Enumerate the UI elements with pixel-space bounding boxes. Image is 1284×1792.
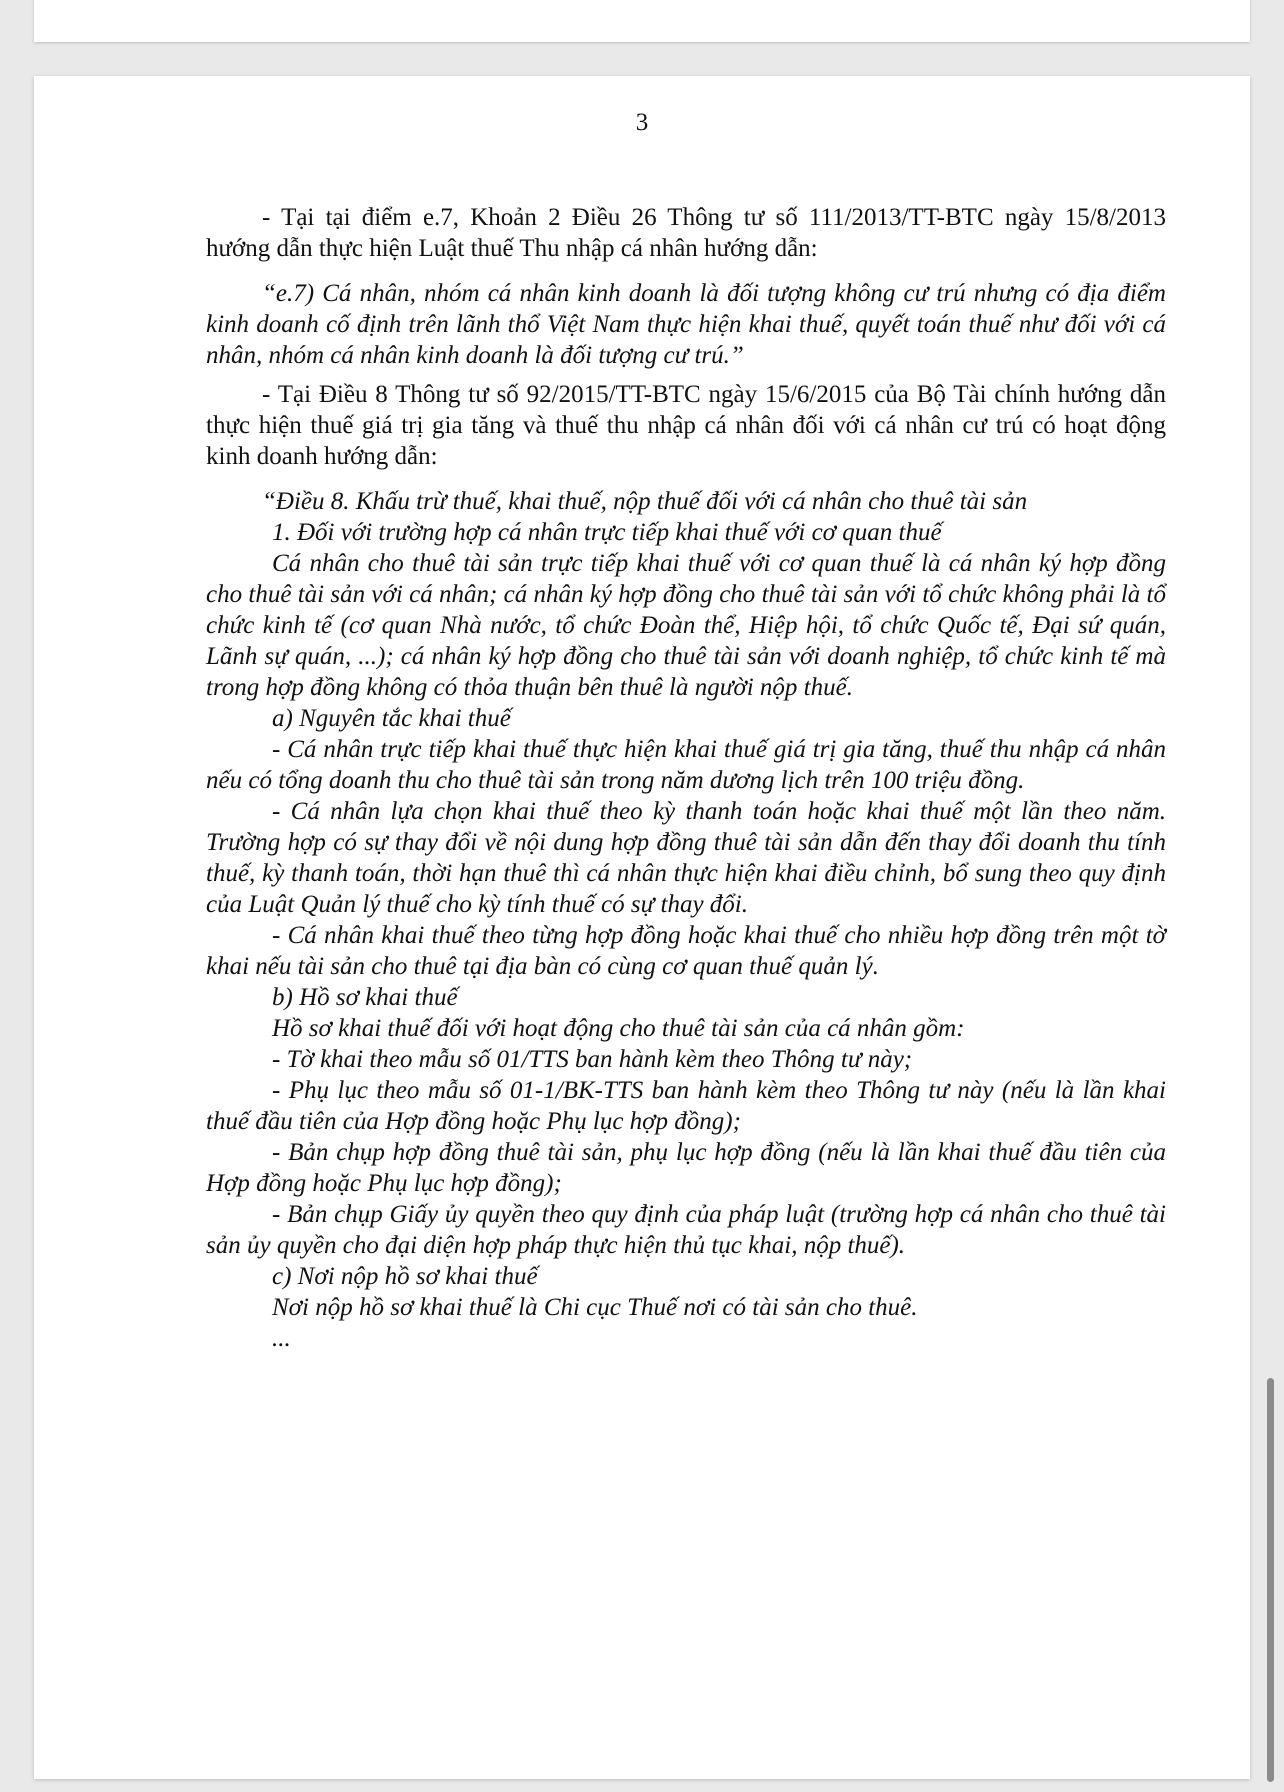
article-8-heading: “Điều 8. Khấu trừ thuế, khai thuế, nộp thuế đối với cá nhân cho thuê tài sản — [262, 488, 1028, 515]
section-b-item-1: - Tờ khai theo mẫu số 01/TTS ban hành kèm theo Thông tư này; — [272, 1046, 913, 1073]
section-b-item-2: - Phụ lục theo mẫu số 01-1/BK-TTS ban hành kèm theo Thông tư này (nếu là lần khai thuế đầu tiên của Hợp đồng hoặc Phụ lục hợp đồng); — [206, 1077, 1166, 1135]
section-a-item-2: - Cá nhân lựa chọn khai thuế theo kỳ thanh toán hoặc khai thuế một lần theo năm. Trường hợp có sự thay đổi về nội dung hợp đồng thuê tài sản dẫn đến thay đổi doanh thu tính thuế, kỳ thanh toán, thời hạn thuê thì cá nhân thực hiện khai điều chỉnh, bổ sung theo quy định của Luật Quản lý thuế cho kỳ tính thuế có sự thay đổi. — [206, 798, 1166, 918]
clause-1-text: Cá nhân cho thuê tài sản trực tiếp khai thuế với cơ quan thuế là cá nhân ký hợp đồng cho thuê tài sản với cá nhân; cá nhân ký hợp đồng cho thuê tài sản với tổ chức không phải là tổ chức kinh tế (cơ quan Nhà nước, tổ chức Đoàn thể, Hiệp hội, tổ chức Quốc tế, Đại sứ quán, Lãnh sự quán, ...); cá nhân ký hợp đồng cho thuê tài sản với doanh nghiệp, tổ chức kinh tế mà trong hợp đồng không có thỏa thuận bên thuê là người nộp thuế. — [206, 550, 1166, 701]
previous-page — [34, 0, 1250, 42]
page-number: 3 — [635, 109, 649, 136]
scrollbar-thumb[interactable] — [1267, 1378, 1274, 1782]
section-c-text: Nơi nộp hồ sơ khai thuế là Chi cục Thuế nơi có tài sản cho thuê. — [272, 1294, 918, 1321]
section-b-item-3: - Bản chụp hợp đồng thuê tài sản, phụ lục hợp đồng (nếu là lần khai thuế đầu tiên của Hợp đồng hoặc Phụ lục hợp đồng); — [206, 1139, 1166, 1197]
section-b-item-4: - Bản chụp Giấy ủy quyền theo quy định của pháp luật (trường hợp cá nhân cho thuê tài sản ủy quyền cho đại diện hợp pháp thực hiện thủ tục khai, nộp thuế). — [206, 1201, 1166, 1259]
section-c-heading: c) Nơi nộp hồ sơ khai thuế — [272, 1263, 538, 1290]
paragraph-ref-92: - Tại Điều 8 Thông tư số 92/2015/TT-BTC ngày 15/6/2015 của Bộ Tài chính hướng dẫn thực hiện thuế giá trị gia tăng và thuế thu nhập cá nhân đối với cá nhân cư trú có hoạt động kinh doanh hướng dẫn: — [206, 381, 1166, 470]
page-body — [206, 202, 1166, 1354]
clause-1-heading: 1. Đối với trường hợp cá nhân trực tiếp khai thuế với cơ quan thuế — [272, 519, 942, 546]
document-page — [34, 76, 1250, 1779]
ellipsis: ... — [272, 1325, 291, 1352]
section-a-item-1: - Cá nhân trực tiếp khai thuế thực hiện khai thuế giá trị gia tăng, thuế thu nhập cá nhân nếu có tổng doanh thu cho thuê tài sản trong năm dương lịch trên 100 triệu đồng. — [206, 736, 1166, 794]
section-a-heading: a) Nguyên tắc khai thuế — [272, 705, 511, 732]
section-b-intro: Hồ sơ khai thuế đối với hoạt động cho thuê tài sản của cá nhân gồm: — [272, 1015, 965, 1042]
section-b-heading: b) Hồ sơ khai thuế — [272, 984, 458, 1011]
section-a-item-3: - Cá nhân khai thuế theo từng hợp đồng hoặc khai thuế cho nhiều hợp đồng trên một tờ khai nếu tài sản cho thuê tại địa bàn có cùng cơ quan thuế quản lý. — [206, 922, 1166, 980]
paragraph-ref-111: - Tại tại điểm e.7, Khoản 2 Điều 26 Thông tư số 111/2013/TT-BTC ngày 15/8/2013 hướng dẫn thực hiện Luật thuế Thu nhập cá nhân hướng dẫn: — [206, 204, 1166, 262]
quote-e7: “e.7) Cá nhân, nhóm cá nhân kinh doanh là đối tượng không cư trú nhưng có địa điểm kinh doanh cố định trên lãnh thổ Việt Nam thực hiện khai thuế, quyết toán thuế như đối với cá nhân, nhóm cá nhân kinh doanh là đối tượng cư trú.” — [206, 280, 1166, 369]
